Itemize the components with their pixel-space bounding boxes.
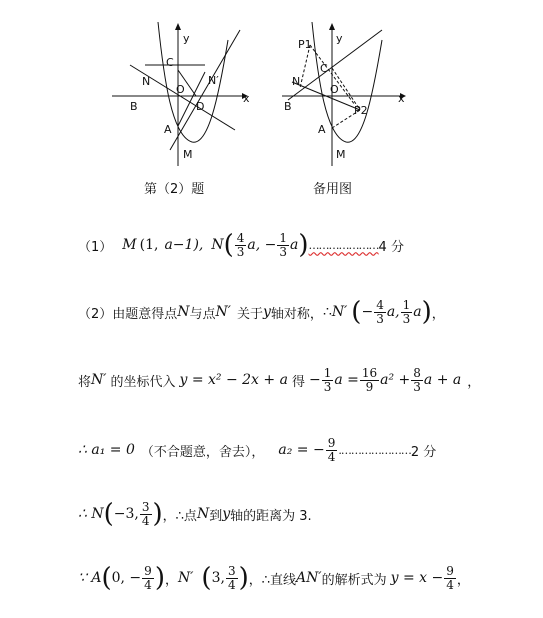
label-A-right: A [318, 123, 326, 136]
label-N-right: N [292, 75, 301, 88]
text: a = [334, 372, 359, 388]
N-coord-tail: a [290, 237, 299, 253]
equation: ∴ a₁ = 0 [78, 442, 135, 458]
text: 关于 [236, 306, 263, 322]
label-B: B [130, 100, 138, 113]
equation: y = x − [390, 570, 444, 586]
text: − [308, 372, 321, 388]
solution-line-5: ∴ N ( −3, $\frac{3}{4}$ ) ，∴点 N 到 y 轴的距离为 3. [78, 499, 312, 529]
text: a² + [380, 372, 411, 388]
label-O-right: O [330, 83, 339, 96]
label-C: C [166, 56, 174, 69]
label-N: N [142, 75, 151, 88]
fraction: $\frac{9}{4}$ [144, 563, 152, 592]
score: 2 分 [410, 444, 437, 460]
equation: ∴ N [78, 506, 104, 522]
text: 得 [291, 374, 305, 390]
text: 3, [211, 570, 225, 586]
fraction: $\frac{4}{3}$ [236, 230, 245, 259]
text: ， [164, 572, 178, 588]
N-coord-mid: a, − [247, 237, 277, 253]
text: 将 [78, 374, 92, 390]
solution-line-3 [78, 358, 480, 402]
label-P2: P2 [354, 104, 368, 117]
label-B-right: B [284, 100, 292, 113]
figure-right-caption: 备用图 [313, 182, 353, 197]
therefore: ∴ [322, 304, 332, 320]
label-D: D [196, 100, 205, 113]
axis-y: y [222, 506, 231, 522]
text: ，∴点 [162, 508, 197, 524]
point-N-prime: N′ [215, 304, 231, 320]
label-N-prime: N′ [208, 74, 219, 87]
point-N-prime: N′ [331, 304, 348, 320]
label-y-right: y [336, 32, 343, 45]
solution-line-6: ∵ A ( 0, − $\frac{9}{4}$ ) ， N′ ( 3, $\frac{3}{4}$ ) ，∴直线 AN′ 的解析式为 y = x − $\frac{9}{4}$ ， [78, 563, 470, 593]
text: a + a [423, 372, 462, 388]
solution-line-4 [78, 428, 436, 472]
text: a [413, 304, 422, 320]
text: 轴对称， [270, 306, 323, 322]
text: 的坐标代入 [110, 374, 176, 390]
fraction: $\frac{16}{9}$ [361, 365, 378, 394]
point-N-prime: N′ [177, 570, 194, 586]
fraction: $\frac{1}{3}$ [279, 230, 288, 259]
text: （不合题意，舍去）， [140, 444, 265, 460]
score-dots: .………………… [338, 443, 411, 457]
line-AN-prime: AN′ [296, 570, 322, 586]
score-dots: ………………… [308, 238, 379, 252]
score: 4 分 [378, 239, 404, 255]
figure-left-caption: 第（2）题 [144, 182, 205, 197]
equation: a₂ = − [278, 442, 325, 458]
label-A: A [164, 123, 172, 136]
text: a, [386, 304, 400, 320]
text: 到 [209, 508, 223, 524]
M-coords-b: a−1), [164, 237, 204, 253]
text: 轴的距离为 3. [230, 508, 312, 524]
figure-right [270, 10, 420, 170]
axis-y: y [263, 304, 271, 320]
text: 0, − [111, 570, 142, 586]
label-M: M [183, 148, 193, 161]
point-N: N [177, 304, 190, 320]
label-O: O [176, 83, 185, 96]
point-N-prime: N′ [91, 372, 107, 388]
label-C-right: C [320, 62, 328, 75]
solution-line-2: （2）由题意得点 N 与点 N′ 关于 y 轴对称， ∴ N′ ( − $\frac{4}{3}$ a, $\frac{1}{3}$ a ) ， [78, 297, 445, 327]
label-M-right: M [336, 148, 346, 161]
figure-left [100, 10, 260, 170]
part-1-number: （1） [78, 239, 113, 255]
text: 的解析式为 [321, 572, 387, 588]
text: −3, [113, 506, 139, 522]
label-y: y [183, 32, 190, 45]
label-x: x [243, 92, 250, 105]
fraction: $\frac{9}{4}$ [327, 435, 336, 464]
text: ， [467, 374, 481, 390]
fraction: $\frac{9}{4}$ [446, 563, 454, 592]
text: （2）由题意得点 [78, 306, 178, 322]
point-M: M [122, 237, 137, 253]
fraction: $\frac{8}{3}$ [413, 365, 421, 394]
point-N: N [196, 506, 210, 522]
text: ， [456, 572, 470, 588]
solution-line-1: （1） M (1, a−1), N ( $\frac{4}{3}$ a, − $\frac{1}{3}$ a ) ………………… 4 分 [78, 230, 404, 260]
text: ， [431, 306, 445, 322]
M-coords-a: (1, [139, 237, 159, 253]
fraction: $\frac{1}{3}$ [323, 365, 332, 394]
text: 与点 [189, 306, 216, 322]
fraction: $\frac{4}{3}$ [376, 297, 384, 326]
label-x-right: x [398, 92, 405, 105]
equation: ∵ A [78, 570, 102, 586]
equation: y = x² − 2x + a [179, 372, 288, 388]
fraction: $\frac{3}{4}$ [227, 563, 236, 592]
fraction: $\frac{1}{3}$ [402, 297, 411, 326]
text: ，∴直线 [248, 572, 297, 588]
fraction: $\frac{3}{4}$ [141, 499, 150, 528]
point-N: N [211, 237, 224, 253]
label-P1: P1 [298, 38, 312, 51]
